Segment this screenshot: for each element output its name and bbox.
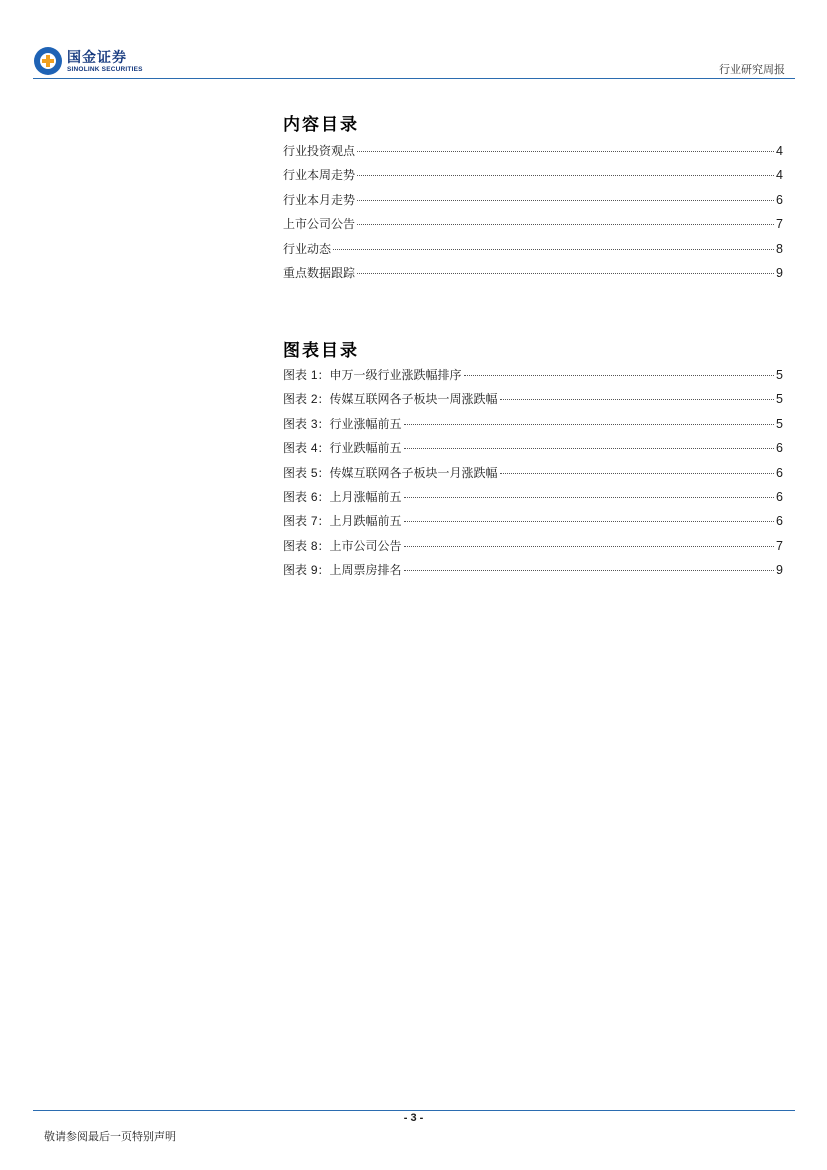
figures-list xyxy=(283,366,783,586)
figure-number: 9 xyxy=(310,563,318,578)
figure-title: 上月涨幅前五 xyxy=(329,489,402,504)
figure-prefix: 图表 xyxy=(283,563,308,578)
figure-colon: ： xyxy=(317,416,330,431)
figure-prefix: 图表 xyxy=(283,465,308,480)
toc-page-number: 6 xyxy=(776,514,783,529)
toc-entry[interactable] xyxy=(283,240,783,264)
toc-entry[interactable] xyxy=(283,215,783,239)
toc-entry-label: 重点数据跟踪 xyxy=(283,265,356,280)
disclaimer: 敬请参阅最后一页特别声明 xyxy=(44,1130,176,1143)
footer-divider xyxy=(33,1110,795,1111)
figure-colon: ： xyxy=(317,514,330,529)
toc-entry-label: 行业本月走势 xyxy=(283,192,356,207)
dot-leader xyxy=(357,223,774,225)
toc-page-number: 6 xyxy=(776,489,783,504)
figure-number: 8 xyxy=(310,538,318,553)
figure-title: 行业涨幅前五 xyxy=(329,416,402,431)
figure-number: 6 xyxy=(310,489,318,504)
figure-toc-entry[interactable] xyxy=(283,512,783,536)
figure-number: 4 xyxy=(310,441,318,456)
logo-english-name: SINOLINK SECURITIES xyxy=(67,66,143,73)
toc-page-number: 7 xyxy=(776,217,783,232)
figure-prefix: 图表 xyxy=(283,514,308,529)
figure-number: 1 xyxy=(310,368,318,382)
figure-prefix: 图表 xyxy=(283,489,308,504)
toc-entry-label xyxy=(283,512,402,529)
figure-number: 5 xyxy=(310,465,318,480)
sinolink-logo-icon xyxy=(33,46,63,76)
toc-entry[interactable] xyxy=(283,191,783,215)
toc-entry-label xyxy=(283,415,402,432)
toc-entry-label xyxy=(283,439,402,456)
figure-colon: ： xyxy=(317,392,330,407)
toc-page-number: 7 xyxy=(776,538,783,553)
toc-entry-label xyxy=(283,390,498,407)
figure-title: 上市公司公告 xyxy=(329,538,402,553)
figure-toc-entry[interactable] xyxy=(283,415,783,439)
toc-entry-label: 行业投资观点 xyxy=(283,144,356,158)
dot-leader xyxy=(404,545,774,547)
dot-leader xyxy=(500,472,774,474)
toc-page-number: 6 xyxy=(776,441,783,456)
toc-entry[interactable] xyxy=(283,166,783,190)
toc-entry-label xyxy=(283,366,462,383)
toc-entry-label xyxy=(283,561,402,578)
toc-entry-label xyxy=(283,488,402,505)
figure-title: 行业跌幅前五 xyxy=(329,441,402,456)
toc-entry-label xyxy=(283,464,498,481)
contents-list xyxy=(283,142,783,288)
dot-leader xyxy=(357,272,774,274)
dot-leader xyxy=(404,569,774,571)
toc-entry-label: 上市公司公告 xyxy=(283,217,356,232)
dot-leader xyxy=(500,398,774,400)
dot-leader xyxy=(357,174,774,176)
dot-leader xyxy=(357,150,774,152)
toc-page-number: 4 xyxy=(776,168,783,183)
figure-prefix: 图表 xyxy=(283,416,308,431)
dot-leader xyxy=(404,496,774,498)
figure-toc-entry[interactable] xyxy=(283,537,783,561)
figure-toc-entry[interactable] xyxy=(283,366,783,390)
figure-title: 申万一级行业涨跌幅排序 xyxy=(329,368,462,382)
figure-colon: ： xyxy=(317,563,330,578)
dot-leader xyxy=(404,447,774,449)
figure-colon: ： xyxy=(317,465,330,480)
toc-page-number: 5 xyxy=(776,392,783,407)
toc-page-number: 9 xyxy=(776,563,783,578)
logo-chinese-name: 国金证券 xyxy=(67,50,127,66)
company-logo xyxy=(33,46,163,78)
figure-title: 上周票房排名 xyxy=(329,563,402,578)
figure-toc-entry[interactable] xyxy=(283,464,783,488)
toc-page-number: 4 xyxy=(776,144,783,158)
toc-entry-label: 行业动态 xyxy=(283,241,332,256)
figure-toc-entry[interactable] xyxy=(283,488,783,512)
figure-colon: ： xyxy=(317,538,330,553)
toc-page-number: 9 xyxy=(776,265,783,280)
page-header xyxy=(0,0,827,82)
figure-number: 3 xyxy=(310,416,318,431)
figures-title: 图表目录 xyxy=(283,341,359,361)
figure-colon: ： xyxy=(317,489,330,504)
figure-prefix: 图表 xyxy=(283,392,308,407)
toc-page-number: 6 xyxy=(776,465,783,480)
toc-page-number: 5 xyxy=(776,416,783,431)
figure-toc-entry[interactable] xyxy=(283,561,783,585)
report-type: 行业研究周报 xyxy=(719,63,785,76)
page-number: - 3 - xyxy=(403,1112,424,1124)
toc-entry[interactable] xyxy=(283,264,783,288)
figure-colon: ： xyxy=(317,368,330,382)
figure-colon: ： xyxy=(317,441,330,456)
toc-entry-label: 行业本周走势 xyxy=(283,168,356,183)
toc-entry[interactable] xyxy=(283,142,783,166)
dot-leader xyxy=(357,199,774,201)
figure-prefix: 图表 xyxy=(283,538,308,553)
toc-entry-label xyxy=(283,537,402,554)
toc-page-number: 5 xyxy=(776,368,783,382)
figure-title: 上月跌幅前五 xyxy=(329,514,402,529)
toc-page-number: 6 xyxy=(776,192,783,207)
header-divider xyxy=(33,78,795,79)
figure-title: 传媒互联网各子板块一周涨跌幅 xyxy=(329,392,498,407)
toc-page-number: 8 xyxy=(776,241,783,256)
figure-prefix: 图表 xyxy=(283,368,308,382)
contents-title: 内容目录 xyxy=(283,115,359,135)
dot-leader xyxy=(404,520,774,522)
dot-leader xyxy=(404,423,774,425)
dot-leader xyxy=(464,374,774,376)
figure-prefix: 图表 xyxy=(283,441,308,456)
figure-number: 7 xyxy=(310,514,318,529)
figure-number: 2 xyxy=(310,392,318,407)
figure-toc-entry[interactable] xyxy=(283,390,783,414)
figure-toc-entry[interactable] xyxy=(283,439,783,463)
dot-leader xyxy=(333,248,774,250)
figure-title: 传媒互联网各子板块一月涨跌幅 xyxy=(329,465,498,480)
